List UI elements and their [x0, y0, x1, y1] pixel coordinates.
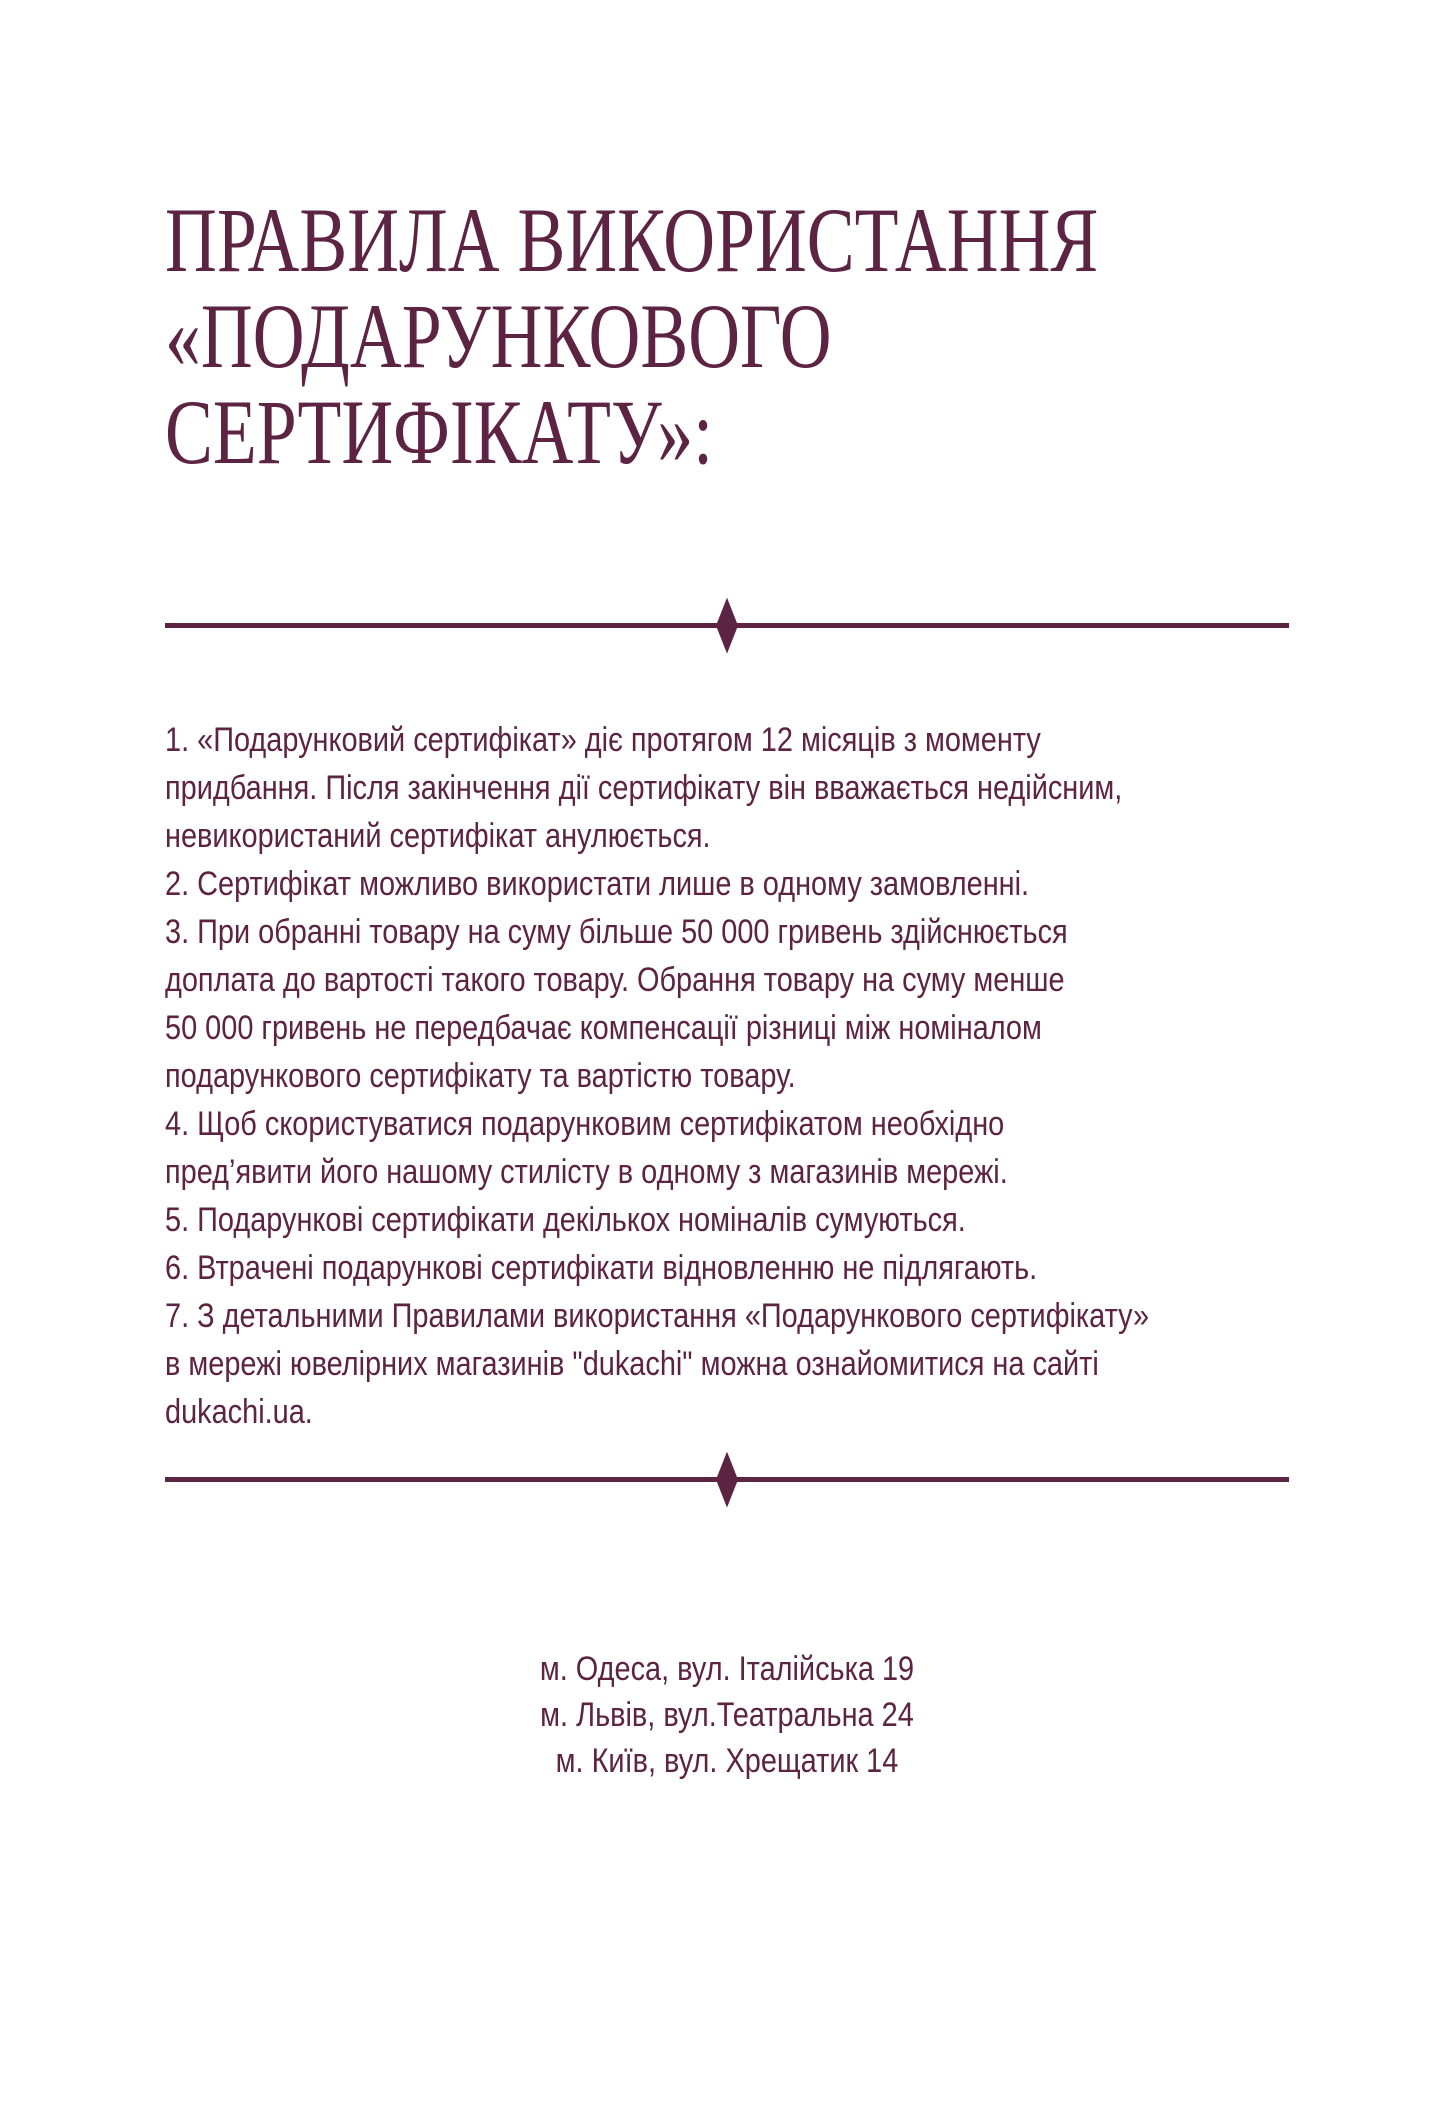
diamond-icon — [716, 1452, 738, 1508]
section-divider-top — [165, 598, 1289, 654]
rule-line: придбання. Після закінчення дії сертифікату він вважається недійсним, — [165, 768, 1123, 807]
rules-text — [165, 716, 1289, 1436]
rule-line: невикористаний сертифікат анулюється. — [165, 816, 711, 855]
rule-line: 4. Щоб скористуватися подарунковим сертифікатом необхідно — [165, 1104, 1005, 1143]
content-column — [165, 0, 1289, 1784]
rule-line: 6. Втрачені подарункові сертифікати відновленню не підлягають. — [165, 1248, 1038, 1287]
rule-line: 2. Сертифікат можливо використати лише в одному замовленні. — [165, 864, 1030, 903]
rule-line: 50 000 гривень не передбачає компенсації різниці між номіналом — [165, 1008, 1042, 1047]
diamond-icon — [716, 598, 738, 654]
address-kyiv: м. Київ, вул. Хрещатик 14 — [555, 1741, 899, 1780]
rule-line: dukachi.ua. — [165, 1392, 313, 1431]
divider-line-right — [737, 623, 1289, 628]
section-divider-bottom — [165, 1452, 1289, 1508]
rule-line: 5. Подарункові сертифікати декількох номіналів сумуються. — [165, 1200, 966, 1239]
divider-line-left — [165, 1477, 717, 1482]
address-odesa: м. Одеса, вул. Італійська 19 — [539, 1649, 915, 1688]
title-line-1: ПРАВИЛА ВИКОРИСТАННЯ — [165, 188, 1099, 291]
rule-line: пред’явити його нашому стилісту в одному з магазинів мережі. — [165, 1152, 1008, 1191]
rule-line: 1. «Подарунковий сертифікат» діє протягом 12 місяців з моменту — [165, 720, 1041, 759]
rule-line: в мережі ювелірних магазинів "dukachi" можна ознайомитися на сайті — [165, 1344, 1099, 1383]
title-line-2: «ПОДАРУНКОВОГО — [165, 284, 832, 387]
address-lviv: м. Львів, вул.Театральна 24 — [540, 1695, 914, 1734]
page-title — [165, 62, 1289, 483]
divider-line-right — [737, 1477, 1289, 1482]
rule-line: 3. При обранні товару на суму більше 50 000 гривень здійснюється — [165, 912, 1068, 951]
rule-line: подарункового сертифікату та вартістю товару. — [165, 1056, 796, 1095]
divider-line-left — [165, 623, 717, 628]
rule-line: доплата до вартості такого товару. Обрання товару на суму менше — [165, 960, 1065, 999]
title-line-3: СЕРТИФІКАТУ»: — [165, 380, 714, 483]
rule-line: 7. З детальними Правилами використання «Подарункового сертифікату» — [165, 1296, 1150, 1335]
store-addresses — [165, 1646, 1289, 1784]
